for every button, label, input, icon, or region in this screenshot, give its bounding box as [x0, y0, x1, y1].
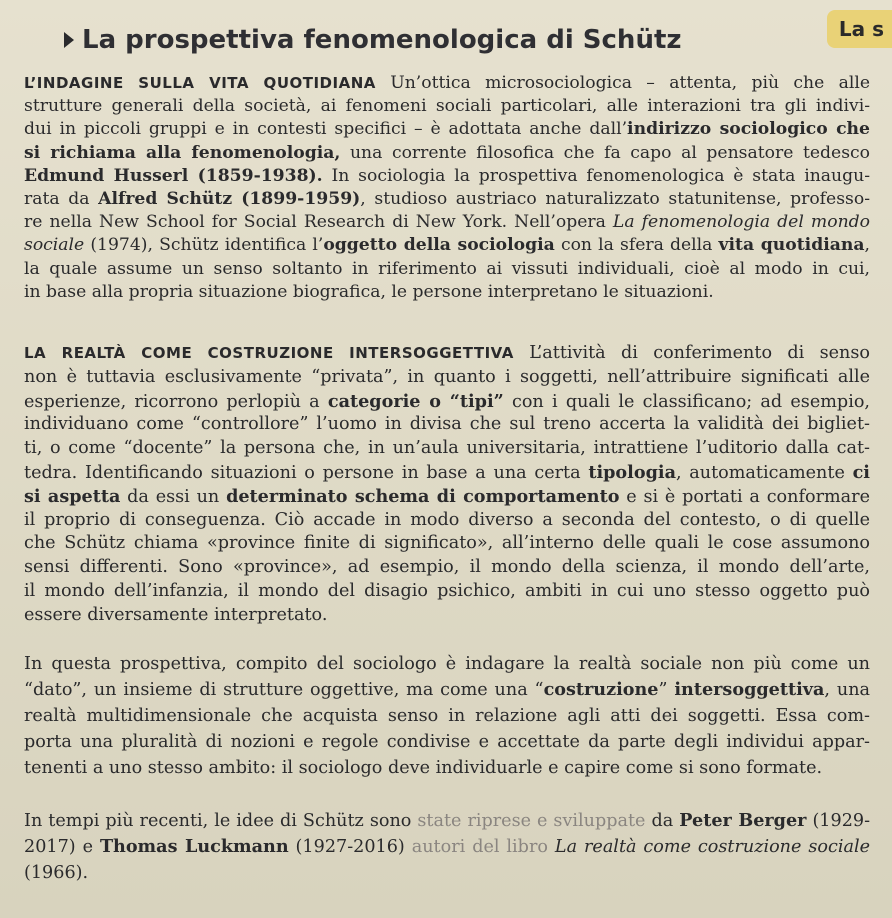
text-line: non è tuttavia esclusivamente “privata”, in quanto i soggetti, nell’attribuire significati alle: [24, 366, 870, 387]
paragraph-intersubjective-reality: [24, 342, 870, 628]
text-line: sensi differenti. Sono «province», ad esempio, il mondo della scienza, il mondo dell’arte,: [24, 557, 870, 578]
text-line: essere diversamente interpretato.: [24, 604, 328, 625]
paragraph-lead-heading: LA REALTÀ COME COSTRUZIONE INTERSOGGETTIVA: [24, 344, 514, 362]
text-line: Edmund Husserl (1859-1938). In sociologia la prospettiva fenomenologica è stata inaugu-: [24, 165, 871, 186]
paragraph-daily-life: [24, 72, 870, 304]
text-line: in base alla propria situazione biografica, le persone interpretano le situazioni.: [24, 281, 714, 302]
triangle-bullet-icon: [64, 32, 74, 48]
text-line: il proprio di conseguenza. Ciò accade in modo diverso a seconda del contesto, o di quelle: [24, 509, 870, 530]
text-line: tenenti a uno stesso ambito: il sociologo deve individuarle e capire come si sono formate.: [24, 758, 823, 778]
text-line: porta una pluralità di nozioni e regole condivise e accettate da parte degli individui appar-: [24, 732, 870, 752]
text-line: LA REALTÀ COME COSTRUZIONE INTERSOGGETTIVA L’attività di conferimento di senso: [24, 343, 871, 363]
paragraph-lead-heading: L’INDAGINE SULLA VITA QUOTIDIANA: [24, 74, 376, 92]
text-line: il mondo dell’infanzia, il mondo del disagio psichico, ambiti in cui uno stesso oggetto può: [24, 580, 870, 601]
next-section-tab[interactable]: [827, 10, 892, 48]
text-line: In questa prospettiva, compito del sociologo è indagare la realtà sociale non più come un: [24, 654, 870, 674]
paragraph-berger-luckmann: [24, 808, 870, 886]
section-heading: [64, 25, 682, 55]
text-line: “dato”, un insieme di strutture oggettive, ma come una “costruzione” intersoggettiva, una: [24, 679, 871, 700]
text-line: strutture generali della società, ai fenomeni sociali particolari, alle interazioni tra gli indivi-: [24, 96, 870, 117]
next-section-tab-label: La s: [838, 17, 884, 41]
text-line: In tempi più recenti, le idee di Schütz sono state riprese e sviluppate da Peter Berger (1929-: [24, 810, 871, 831]
section-title: La prospettiva fenomenologica di Schütz: [82, 25, 682, 55]
text-line: esperienze, ricorrono perlopiù a categorie o “tipi” con i quali le classificano; ad esempio,: [24, 390, 871, 412]
text-line: si aspetta da essi un determinato schema di comportamento e si è portati a conformare: [24, 485, 870, 507]
text-line: che Schütz chiama «province finite di significato», all’interno delle quali le cose assumono: [24, 533, 870, 554]
text-line: sociale (1974), Schütz identifica l’oggetto della sociologia con la sfera della vita quotidiana,: [24, 235, 870, 256]
text-line: ti, o come “docente” la persona che, in un’aula universitaria, intrattiene l’uditorio dalla cat-: [24, 438, 870, 459]
text-line: re nella New School for Social Research di New York. Nell’opera La fenomenologia del mondo: [24, 212, 870, 233]
text-line: realtà multidimensionale che acquista senso in relazione agli atti dei soggetti. Essa com-: [24, 706, 870, 726]
text-line: dui in piccoli gruppi e in contesti specifici – è adottata anche dall’indirizzo sociologico che: [24, 119, 870, 140]
text-line: (1966).: [24, 863, 89, 883]
paragraph-sociologist-task: [24, 651, 870, 781]
text-line: 2017) e Thomas Luckmann (1927-2016) autori del libro La realtà come costruzione sociale: [24, 836, 870, 857]
text-line: individuano come “controllore” l’uomo in divisa che sul treno accerta la validità dei bigliet-: [24, 414, 870, 435]
text-line: tedra. Identificando situazioni o persone in base a una certa tipologia, automaticamente ci: [24, 461, 870, 483]
text-line: si richiama alla fenomenologia, una corrente filosofica che fa capo al pensatore tedesco: [24, 142, 870, 163]
text-line: L’INDAGINE SULLA VITA QUOTIDIANA Un’ottica microsociologica – attenta, più che alle: [24, 73, 870, 93]
text-line: rata da Alfred Schütz (1899-1959), studioso austriaco naturalizzato statunitense, professo-: [24, 188, 871, 209]
text-line: la quale assume un senso soltanto in riferimento ai vissuti individuali, cioè al modo in cui,: [24, 258, 870, 279]
